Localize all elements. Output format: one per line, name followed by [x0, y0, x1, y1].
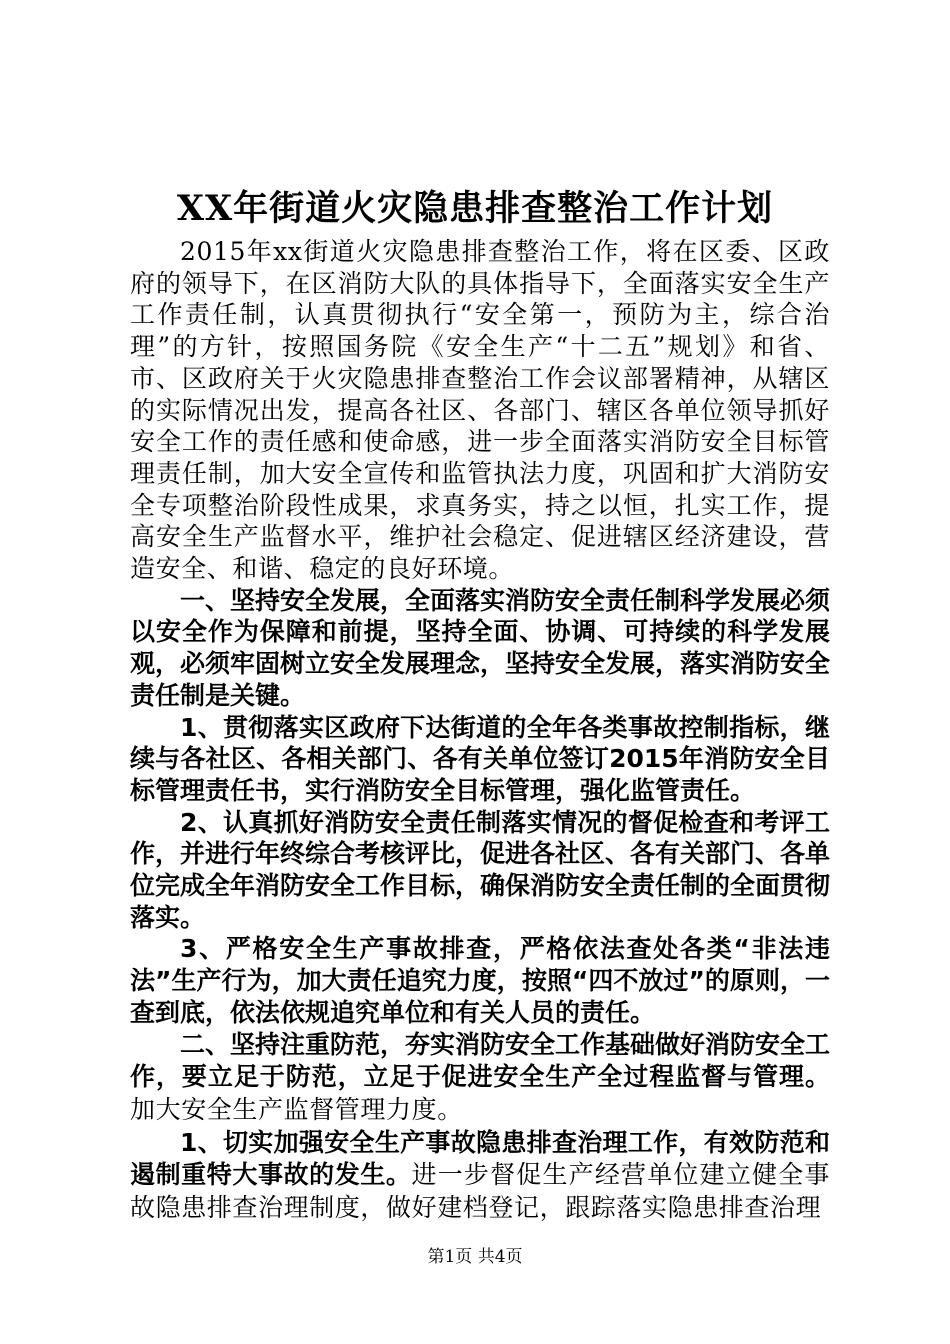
section-2-heading: 二、坚持注重防范，夯实消防安全工作基础做好消防安全工作，要立足于防范，立足于促进安全生产全过程监督与管理。 — [130, 1029, 831, 1092]
document-body — [130, 236, 830, 1225]
section-1-heading: 一、坚持安全发展，全面落实消防安全责任制科学发展必须以安全作为保障和前提，坚持全面、协调、可持续的科学发展观，必须牢固树立安全发展理念，坚持安全发展，落实消防安全责任制是关键。 — [130, 585, 831, 710]
page-number-footer: 第1页 共4页 — [427, 1247, 523, 1267]
section-2-item-1 — [130, 1127, 830, 1225]
section-2-item-1-text: 进一步督促生产经营单位建立健全事故隐患排查治理制度，做好建档登记，跟踪落实隐患排查治理 — [130, 1160, 830, 1223]
section-1-item-1: 1、贯彻落实区政府下达街道的全年各类事故控制指标，继续与各社区、各相关部门、各有关单位签订2015年消防安全目标管理责任书，实行消防安全目标管理，强化监管责任。 — [130, 712, 830, 805]
section-2-paragraph — [130, 1029, 830, 1127]
section-2-text: 加大安全生产监督管理力度。 — [130, 1094, 463, 1124]
section-1-item-2: 2、认真抓好消防安全责任制落实情况的督促检查和考评工作，并进行年终综合考核评比，促进各社区、各有关部门、各单位完成全年消防安全工作目标，确保消防安全责任制的全面贯彻落实。 — [130, 807, 831, 932]
section-2-item-1-heading: 1、切实加强安全生产事故隐患排查治理工作，有效防范和遏制重特大事故的发生。 — [130, 1127, 830, 1190]
document-title: XX年街道火灾隐患排查整治工作计划 — [176, 188, 774, 229]
section-1-item-3: 3、严格安全生产事故排查，严格依法查处各类“非法违法”生产行为，加大责任追究力度，按照“四不放过”的原则，一查到底，依法依规追究单位和有关人员的责任。 — [130, 934, 830, 1027]
intro-paragraph: 2015年xx街道火灾隐患排查整治工作，将在区委、区政府的领导下，在区消防大队的具体指导下，全面落实安全生产工作责任制，认真贯彻执行“安全第一，预防为主，综合治理”的方针，按照国务院《安全生产“十二五”规划》和省、市、区政府关于火灾隐患排查整治工作会议部署精神，从辖区的实际情况出发，提高各社区、各部门、辖区各单位领导抓好安全工作的责任感和使命感，进一步全面落实消防安全目标管理责任制，加大安全宣传和监管执法力度，巩固和扩大消防安全专项整治阶段性成果，求真务实，持之以恒，扎实工作，提高安全生产监督水平，维护社会稳定、促进辖区经济建设，营造安全、和谐、稳定的良好环境。 — [130, 237, 830, 584]
